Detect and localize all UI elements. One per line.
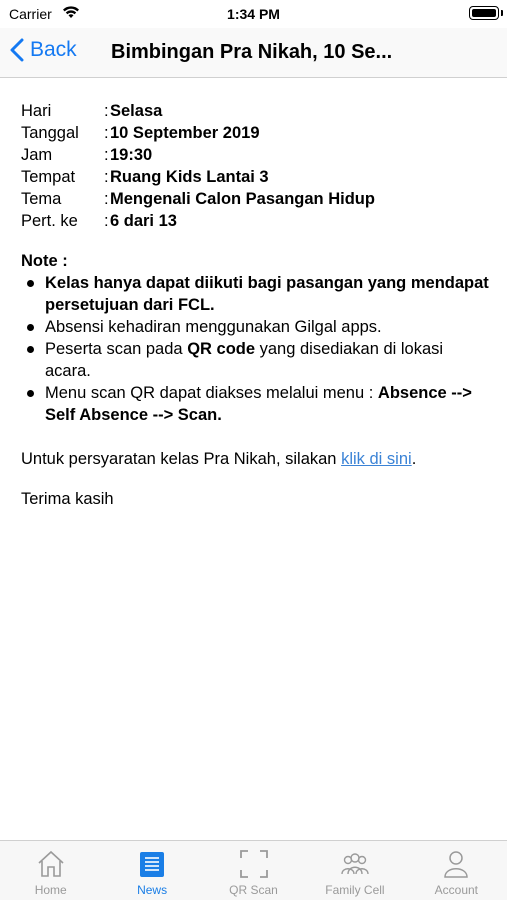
tab-home[interactable] bbox=[0, 841, 101, 900]
detail-value: 19:30 bbox=[110, 146, 153, 164]
navigation-bar bbox=[0, 28, 507, 78]
tab-label: QR Scan bbox=[229, 883, 278, 897]
detail-label: Pert. ke bbox=[21, 212, 78, 230]
home-icon bbox=[35, 848, 67, 880]
detail-label: Hari bbox=[21, 102, 52, 120]
clock: 1:34 PM bbox=[227, 6, 280, 22]
detail-label: Tema bbox=[21, 190, 62, 208]
tab-label: Family Cell bbox=[325, 883, 385, 897]
account-icon bbox=[440, 848, 472, 880]
back-button[interactable] bbox=[10, 38, 77, 62]
detail-value: Selasa bbox=[110, 102, 163, 120]
detail-row-pertemuan: Pert. ke : 6 dari 13 bbox=[21, 212, 177, 230]
detail-row-tanggal: Tanggal : 10 September 2019 bbox=[21, 124, 260, 142]
detail-value: 10 September 2019 bbox=[110, 124, 260, 142]
requirements-link[interactable]: klik di sini bbox=[341, 450, 412, 468]
note-item: Kelas hanya dapat diikuti bagi pasangan yang mendapat persetujuan dari FCL. bbox=[21, 272, 491, 316]
detail-label: Tempat bbox=[21, 168, 76, 186]
closing-text: Terima kasih bbox=[21, 490, 114, 508]
detail-label: Jam bbox=[21, 146, 53, 164]
requirements-text: Untuk persyaratan kelas Pra Nikah, silakan klik di sini. bbox=[21, 450, 417, 468]
news-icon bbox=[136, 848, 168, 880]
tab-qr-scan[interactable] bbox=[203, 841, 304, 900]
note-heading: Note : bbox=[21, 252, 68, 270]
detail-row-tempat: Tempat : Ruang Kids Lantai 3 bbox=[21, 168, 269, 186]
note-item: Menu scan QR dapat diakses melalui menu : Absence --> Self Absence --> Scan. bbox=[21, 382, 491, 426]
detail-value: Ruang Kids Lantai 3 bbox=[110, 168, 269, 186]
carrier-label: Carrier bbox=[9, 6, 52, 22]
tab-account[interactable] bbox=[406, 841, 507, 900]
note-item: Peserta scan pada QR code yang disediakan di lokasi acara. bbox=[21, 338, 491, 382]
detail-row-jam: Jam : 19:30 bbox=[21, 146, 153, 164]
detail-value: 6 dari 13 bbox=[110, 212, 177, 230]
tab-label: Account bbox=[434, 883, 478, 897]
detail-value: Mengenali Calon Pasangan Hidup bbox=[110, 190, 375, 208]
event-details bbox=[21, 100, 491, 510]
detail-label: Tanggal bbox=[21, 124, 79, 142]
tab-news[interactable] bbox=[101, 841, 202, 900]
back-label: Back bbox=[30, 38, 77, 61]
detail-row-tema: Tema : Mengenali Calon Pasangan Hidup bbox=[21, 190, 375, 208]
note-list bbox=[21, 272, 491, 426]
tab-label: News bbox=[137, 883, 168, 897]
qr-scan-icon bbox=[238, 848, 270, 880]
page-title: Bimbingan Pra Nikah, 10 Se... bbox=[111, 41, 393, 63]
status-bar bbox=[0, 0, 507, 28]
tab-bar bbox=[0, 840, 507, 900]
detail-row-hari: Hari : Selasa bbox=[21, 102, 163, 120]
tab-label: Home bbox=[34, 883, 67, 897]
note-item: Absensi kehadiran menggunakan Gilgal apps. bbox=[21, 316, 491, 338]
family-cell-icon bbox=[339, 848, 371, 880]
chevron-left-icon bbox=[10, 38, 24, 62]
battery-icon bbox=[469, 6, 499, 20]
tab-family-cell[interactable] bbox=[304, 841, 405, 900]
